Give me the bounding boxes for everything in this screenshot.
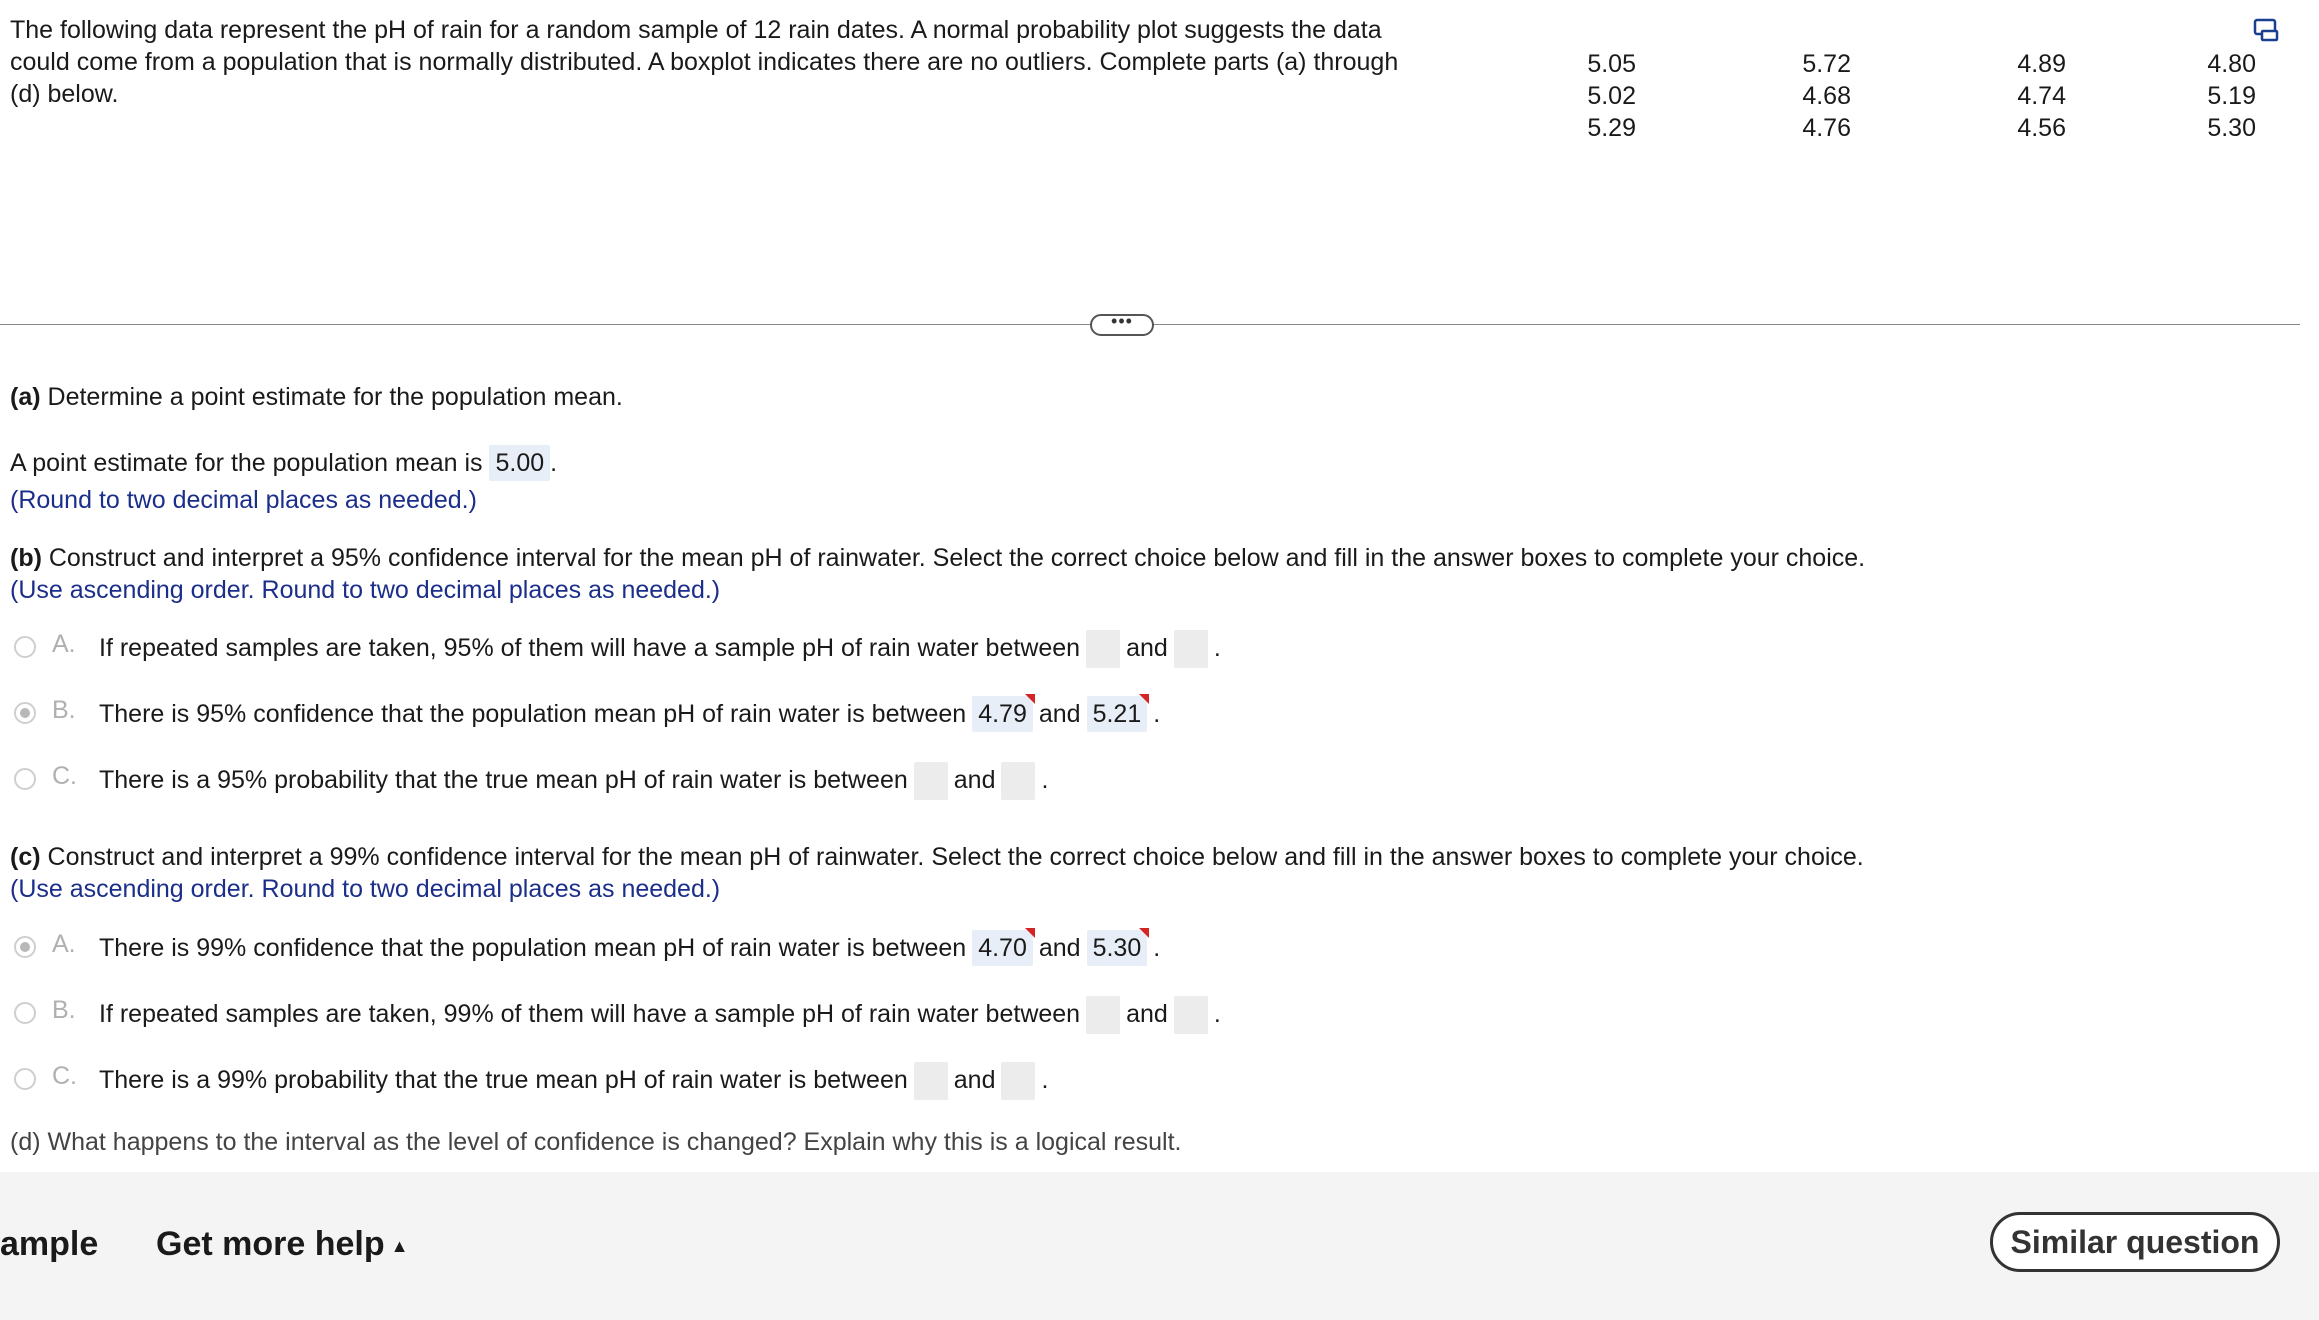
part-label: (c) xyxy=(10,843,41,871)
data-cell: 5.19 xyxy=(2207,82,2256,110)
incorrect-flag-icon xyxy=(1139,928,1149,938)
data-cell: 5.02 xyxy=(1587,82,1636,110)
data-cell: 4.68 xyxy=(1802,82,1851,110)
radio-button-selected[interactable] xyxy=(14,702,36,724)
option-letter: C. xyxy=(52,762,77,790)
answer-suffix: . xyxy=(550,449,558,477)
answer-box-empty[interactable] xyxy=(914,1062,948,1100)
answer-value: 5.21 xyxy=(1092,700,1142,728)
and-label: and xyxy=(1126,634,1168,662)
radio-button[interactable] xyxy=(14,1002,36,1024)
part-a-question-text: Determine a point estimate for the population mean. xyxy=(40,383,623,411)
part-b-question-text: Construct and interpret a 95% confidence interval for the mean pH of rainwater. Select the correct choice below and fill in the answer boxes to complete your choice. xyxy=(41,544,1866,572)
answer-box-empty[interactable] xyxy=(1001,1062,1035,1100)
part-b-hint: (Use ascending order. Round to two decimal places as needed.) xyxy=(10,576,721,604)
answer-box-upper[interactable] xyxy=(1087,930,1148,966)
answer-value: 4.70 xyxy=(978,934,1027,962)
part-a-answer-line xyxy=(10,445,557,481)
data-column-4 xyxy=(2176,48,2256,144)
period: . xyxy=(1213,1000,1221,1028)
option-text xyxy=(99,1060,1048,1100)
incorrect-flag-icon xyxy=(1025,694,1035,704)
radio-button[interactable] xyxy=(14,768,36,790)
part-d-text: (d) What happens to the interval as the level of confidence is changed? Explain why this is a logical result. xyxy=(10,1128,1182,1156)
data-cell: 4.89 xyxy=(2017,50,2066,78)
part-c-hint: (Use ascending order. Round to two decimal places as needed.) xyxy=(10,875,721,903)
option-sentence: There is a 99% probability that the true mean pH of rain water is between xyxy=(99,1066,908,1094)
incorrect-flag-icon xyxy=(1139,694,1149,704)
option-letter: B. xyxy=(52,696,76,724)
option-sentence: There is 95% confidence that the population mean pH of rain water is between xyxy=(99,700,967,728)
answer-prefix: A point estimate for the population mean is xyxy=(10,449,483,477)
data-column-3 xyxy=(1986,48,2066,144)
option-letter: C. xyxy=(52,1062,77,1090)
data-cell: 4.74 xyxy=(2017,82,2066,110)
option-letter: A. xyxy=(52,630,76,658)
option-text xyxy=(99,760,1048,800)
question-intro: The following data represent the pH of rain for a random sample of 12 rain dates. A normal probability plot suggests the data could come from a population that is normally distributed. A boxplot indicates there are no outliers. Complete parts (a) through (d) below. xyxy=(10,16,1399,108)
caret-up-icon: ▲ xyxy=(390,1235,409,1256)
data-cell: 5.29 xyxy=(1587,114,1636,142)
and-label: and xyxy=(1038,934,1081,962)
radio-button[interactable] xyxy=(14,636,36,658)
part-c-question xyxy=(10,841,1864,873)
data-cell: 5.72 xyxy=(1802,50,1851,78)
answer-box-empty[interactable] xyxy=(1001,762,1035,800)
period: . xyxy=(1041,1066,1049,1094)
part-a-hint: (Round to two decimal places as needed.) xyxy=(10,486,477,514)
option-sentence: There is a 95% probability that the true mean pH of rain water is between xyxy=(99,766,908,794)
option-text xyxy=(99,628,1221,668)
option-sentence: There is 99% confidence that the population mean pH of rain water is between xyxy=(99,934,967,962)
option-sentence: If repeated samples are taken, 95% of them will have a sample pH of rain water between xyxy=(99,634,1081,662)
view-example-button[interactable]: ample xyxy=(0,1225,99,1263)
expand-handle[interactable]: ••• xyxy=(1090,314,1154,336)
incorrect-flag-icon xyxy=(1025,928,1035,938)
period: . xyxy=(1041,766,1049,794)
answer-box-lower[interactable] xyxy=(972,696,1033,732)
part-label: (b) xyxy=(10,544,42,572)
period: . xyxy=(1153,934,1161,962)
period: . xyxy=(1153,700,1161,728)
data-column-2 xyxy=(1771,48,1851,144)
get-more-help-label: Get more help xyxy=(156,1225,385,1263)
data-cell: 4.76 xyxy=(1802,114,1851,142)
part-label: (a) xyxy=(10,383,41,411)
data-cell: 4.56 xyxy=(2017,114,2066,142)
part-c-question-text: Construct and interpret a 99% confidence interval for the mean pH of rainwater. Select the correct choice below and fill in the answer boxes to complete your choice. xyxy=(40,843,1864,871)
answer-box-empty[interactable] xyxy=(1086,630,1120,668)
get-more-help-button[interactable] xyxy=(156,1225,408,1264)
option-text xyxy=(99,928,1160,968)
answer-box-point-estimate[interactable]: 5.00 xyxy=(489,445,550,481)
answer-box-empty[interactable] xyxy=(1174,630,1208,668)
and-label: and xyxy=(1126,1000,1168,1028)
period: . xyxy=(1213,634,1221,662)
data-column-1 xyxy=(1556,48,1636,144)
part-b-question xyxy=(10,542,1865,574)
option-sentence: If repeated samples are taken, 99% of them will have a sample pH of rain water between xyxy=(99,1000,1081,1028)
similar-question-button[interactable]: Similar question xyxy=(1990,1212,2280,1272)
part-a-question xyxy=(10,381,623,413)
answer-box-lower[interactable] xyxy=(972,930,1033,966)
answer-box-empty[interactable] xyxy=(1086,996,1120,1034)
and-label: and xyxy=(953,1066,996,1094)
answer-box-upper[interactable] xyxy=(1087,696,1148,732)
data-cell: 4.80 xyxy=(2207,50,2256,78)
radio-button[interactable] xyxy=(14,1068,36,1090)
option-text xyxy=(99,694,1160,734)
data-cell: 5.30 xyxy=(2207,114,2256,142)
data-cell: 5.05 xyxy=(1587,50,1636,78)
part-d-question-cutoff xyxy=(10,1128,1230,1156)
answer-value: 5.30 xyxy=(1092,934,1142,962)
and-label: and xyxy=(1038,700,1081,728)
popout-icon[interactable] xyxy=(2254,19,2278,41)
option-text xyxy=(99,994,1221,1034)
option-letter: A. xyxy=(52,930,76,958)
and-label: and xyxy=(953,766,996,794)
answer-box-empty[interactable] xyxy=(914,762,948,800)
option-letter: B. xyxy=(52,996,76,1024)
radio-button-selected[interactable] xyxy=(14,936,36,958)
answer-box-empty[interactable] xyxy=(1174,996,1208,1034)
answer-value: 4.79 xyxy=(978,700,1027,728)
